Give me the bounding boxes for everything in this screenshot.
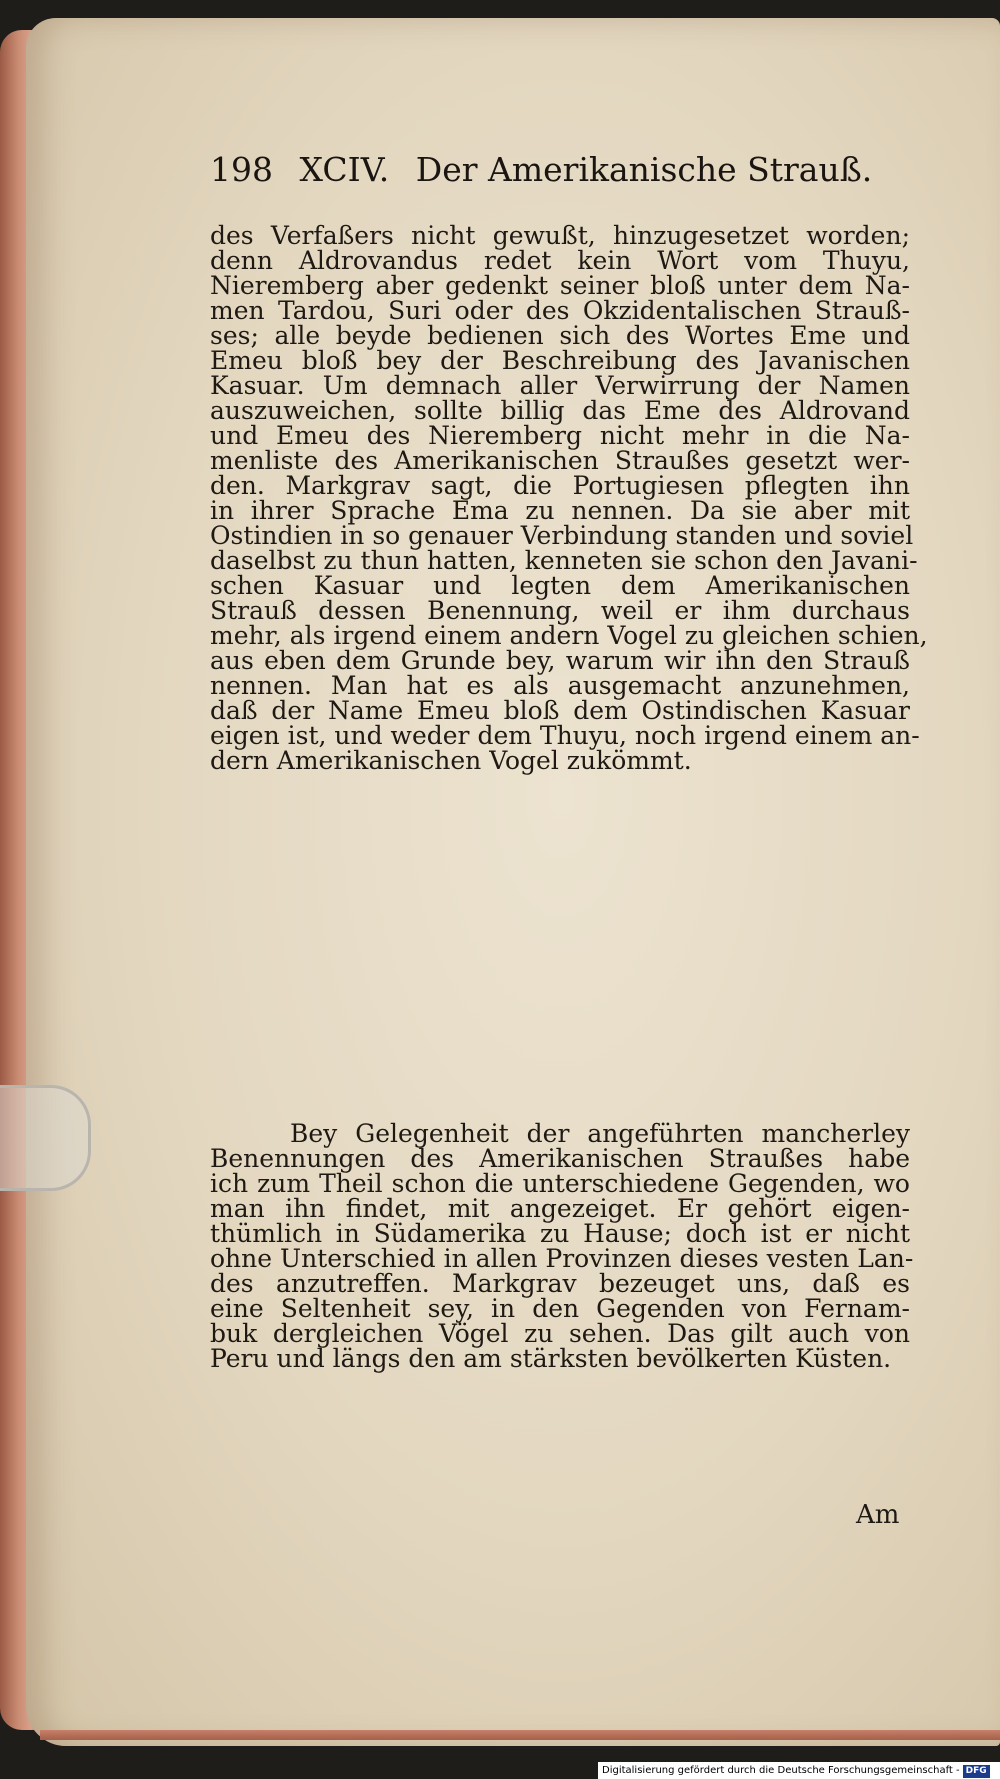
text-line: Bey Gelegenheit der angeführten mancherley: [290, 1119, 910, 1148]
chapter-title: Der Amerikanische Strauß.: [415, 150, 873, 189]
text-line: daselbst zu thun hatten, kenneten sie schon den Javani-: [210, 546, 918, 575]
text-line: auszuweichen, sollte billig das Eme des Aldrovand: [210, 396, 910, 425]
text-line: buk dergleichen Vögel zu sehen. Das gilt auch von: [210, 1319, 910, 1348]
footer-text: Digitalisierung gefördert durch die Deutsche Forschungsgemeinschaft -: [602, 1765, 960, 1776]
text-line: Strauß dessen Benennung, weil er ihm durchaus: [210, 596, 910, 625]
text-line: Nieremberg aber gedenkt seiner bloß unter dem Na-: [210, 271, 910, 300]
page-number: 198: [210, 150, 273, 189]
text-line: Benennungen des Amerikanischen Straußes habe: [210, 1144, 910, 1173]
digitization-footer: [598, 1762, 1000, 1779]
text-line: ohne Unterschied in allen Provinzen dieses vesten Lan-: [210, 1244, 914, 1273]
text-line: in ihrer Sprache Ema zu nennen. Da sie aber mit: [210, 496, 910, 525]
text-line: eigen ist, und weder dem Thuyu, noch irgend einem an-: [210, 721, 920, 750]
text-line: des anzutreffen. Markgrav bezeuget uns, daß es: [210, 1269, 910, 1298]
text-line: Kasuar. Um demnach aller Verwirrung der Namen: [210, 371, 910, 400]
text-line: dern Amerikanischen Vogel zukömmt.: [210, 746, 692, 775]
page-bottom-edge: [40, 1730, 1000, 1740]
text-line: mehr, als irgend einem andern Vogel zu gleichen schien,: [210, 621, 928, 650]
dfg-logo: DFG: [963, 1765, 990, 1778]
text-line: eine Seltenheit sey, in den Gegenden von Fernam-: [210, 1294, 910, 1323]
text-line: nennen. Man hat es als ausgemacht anzunehmen,: [210, 671, 910, 700]
text-line: schen Kasuar und legten dem Amerikanischen: [210, 571, 910, 600]
text-line: thümlich in Südamerika zu Hause; doch ist er nicht: [210, 1219, 910, 1248]
text-line: daß der Name Emeu bloß dem Ostindischen Kasuar: [210, 696, 910, 725]
text-line: Peru und längs den am stärksten bevölkerten Küsten.: [210, 1344, 892, 1373]
text-line: denn Aldrovandus redet kein Wort vom Thuyu,: [210, 246, 910, 275]
running-header: [210, 150, 910, 200]
text-line: Ostindien in so genauer Verbindung standen und soviel: [210, 521, 914, 550]
text-line: ses; alle beyde bedienen sich des Wortes Eme und: [210, 321, 910, 350]
text-line: men Tardou, Suri oder des Okzidentalischen Strauß-: [210, 296, 910, 325]
text-line: man ihn findet, mit angezeiget. Er gehört eigen-: [210, 1194, 910, 1223]
text-line: ich zum Theil schon die unterschiedene Gegenden, wo: [210, 1169, 910, 1198]
text-line: aus eben dem Grunde bey, warum wir ihn den Strauß: [210, 646, 910, 675]
page-clip: [0, 1085, 91, 1191]
chapter-numeral: XCIV.: [299, 150, 390, 189]
paragraph-2: [210, 1115, 914, 1373]
catchword: Am: [856, 1500, 900, 1530]
text-line: des Verfaßers nicht gewußt, hinzugesetzet worden;: [210, 221, 910, 250]
paragraph-1: [210, 218, 928, 775]
text-line: menliste des Amerikanischen Straußes gesetzt wer-: [210, 446, 910, 475]
text-line: Emeu bloß bey der Beschreibung des Javanischen: [210, 346, 910, 375]
text-line: und Emeu des Nieremberg nicht mehr in die Na-: [210, 421, 910, 450]
text-line: den. Markgrav sagt, die Portugiesen pflegten ihn: [210, 471, 910, 500]
